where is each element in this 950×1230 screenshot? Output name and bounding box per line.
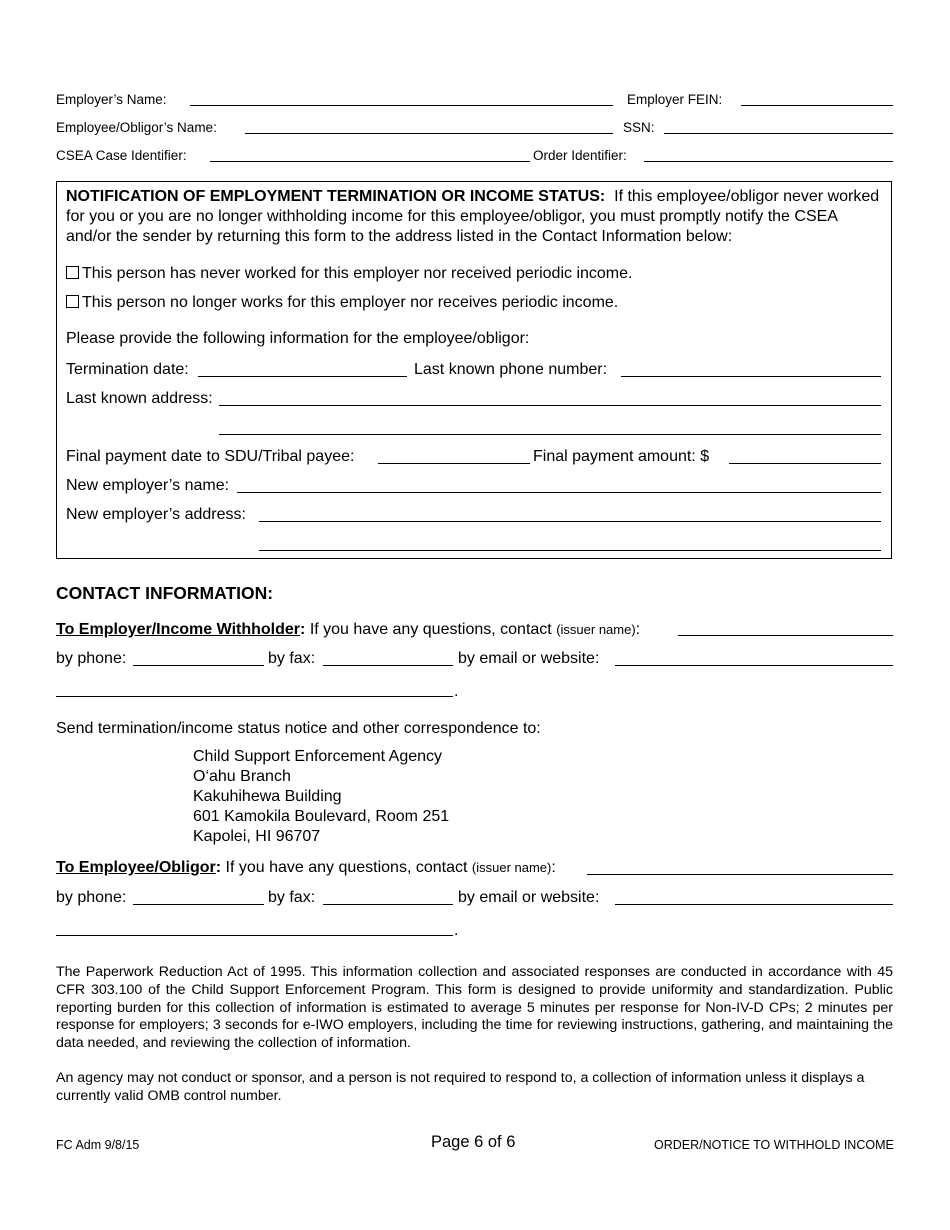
- employee-contact-line: To Employee/Obligor: If you have any questions, contact (issuer name):: [56, 859, 556, 876]
- last-phone-field[interactable]: [621, 362, 881, 377]
- employee-name-label: Employee/Obligor’s Name:: [56, 120, 217, 135]
- page-number: Page 6 of 6: [431, 1133, 516, 1151]
- checkbox-no-longer-works[interactable]: [66, 295, 79, 308]
- termination-date-field[interactable]: [198, 362, 407, 377]
- contact-heading: CONTACT INFORMATION:: [56, 583, 274, 603]
- employer-fax-field[interactable]: [323, 651, 453, 666]
- employer-contact-label: To Employer/Income Withholder: [56, 621, 301, 638]
- ssn-field[interactable]: [664, 119, 893, 134]
- termination-date-label: Termination date:: [66, 361, 189, 378]
- employee-phone-field[interactable]: [133, 890, 264, 905]
- ssn-label: SSN:: [623, 120, 655, 135]
- order-id-field[interactable]: [644, 147, 893, 162]
- new-employer-name-label: New employer’s name:: [66, 477, 230, 494]
- employer-fein-label: Employer FEIN:: [627, 92, 723, 107]
- final-payment-date-field[interactable]: [378, 449, 530, 464]
- send-to-text: Send termination/income status notice and other correspondence to:: [56, 720, 541, 737]
- checkbox-no-longer-works-label: This person no longer works for this employer nor receives periodic income.: [82, 294, 619, 311]
- employer-contact-line: To Employer/Income Withholder: If you have any questions, contact (issuer name):: [56, 621, 641, 638]
- period: .: [454, 683, 459, 700]
- employer-name-label: Employer’s Name:: [56, 92, 167, 107]
- employer-issuer-name: (issuer name): [556, 622, 636, 637]
- checkbox-never-worked[interactable]: [66, 266, 79, 279]
- instruction-text: Please provide the following information for the employee/obligor:: [66, 330, 530, 347]
- new-employer-address-label: New employer’s address:: [66, 506, 246, 523]
- employer-issuer-field[interactable]: [678, 621, 893, 636]
- period: .: [454, 922, 459, 939]
- address-line: Kakuhihewa Building: [193, 788, 342, 805]
- csea-case-label: CSEA Case Identifier:: [56, 148, 187, 163]
- new-employer-address-field-1[interactable]: [259, 507, 881, 522]
- last-address-label: Last known address:: [66, 390, 213, 407]
- employee-email-label: by email or website:: [458, 889, 600, 906]
- employer-fax-label: by fax:: [268, 650, 316, 667]
- new-employer-address-field-2[interactable]: [259, 536, 881, 551]
- notification-body: If this employee/obligor never worked for you or you are no longer withholding income for this employee/obligor, you must promptly notify the CSEA and/or the sender by returning this form to the address listed in the Contact Information below:: [66, 188, 880, 245]
- csea-case-field[interactable]: [210, 147, 530, 162]
- last-address-field-2[interactable]: [219, 420, 881, 435]
- last-address-field-1[interactable]: [219, 391, 881, 406]
- new-employer-name-field[interactable]: [237, 478, 881, 493]
- employee-name-field[interactable]: [245, 119, 613, 134]
- employer-contact-text: If you have any questions, contact: [309, 621, 552, 638]
- final-payment-amount-label: Final payment amount: $: [533, 448, 710, 465]
- employee-fax-label: by fax:: [268, 889, 316, 906]
- employee-contact-label: To Employee/Obligor: [56, 859, 216, 876]
- employee-fax-field[interactable]: [323, 890, 453, 905]
- checkbox-never-worked-label: This person has never worked for this employer nor received periodic income.: [82, 265, 633, 282]
- employer-phone-label: by phone:: [56, 650, 127, 667]
- checkbox-row-never-worked[interactable]: [66, 265, 632, 283]
- form-id: FC Adm 9/8/15: [56, 1138, 140, 1152]
- employer-email-label: by email or website:: [458, 650, 600, 667]
- employee-email-field-cont[interactable]: [56, 921, 453, 936]
- address-line: 601 Kamokila Boulevard, Room 251: [193, 808, 450, 825]
- employee-issuer-field[interactable]: [587, 860, 893, 875]
- employer-phone-field[interactable]: [133, 651, 264, 666]
- employer-email-field[interactable]: [615, 651, 893, 666]
- employee-contact-text: If you have any questions, contact: [225, 859, 468, 876]
- form-title: ORDER/NOTICE TO WITHHOLD INCOME: [654, 1138, 894, 1152]
- agency-address: [193, 747, 449, 847]
- address-line: Child Support Enforcement Agency: [193, 748, 443, 765]
- employee-email-field[interactable]: [615, 890, 893, 905]
- employee-issuer-name: (issuer name): [471, 860, 552, 875]
- address-line: Kapolei, HI 96707: [193, 828, 321, 845]
- omb-notice: An agency may not conduct or sponsor, and a person is not required to respond to, a collection of information unless it displays a currently valid OMB control number.: [56, 1070, 865, 1104]
- employer-email-field-cont[interactable]: [56, 682, 453, 697]
- notification-heading: NOTIFICATION OF EMPLOYMENT TERMINATION OR INCOME STATUS:: [66, 188, 606, 205]
- paperwork-reduction-act: The Paperwork Reduction Act of 1995. This information collection and associated responses are conducted in accordance with 45 CFR 303.100 of the Child Support Enforcement Program. This form is designed to provide uniformity and standardization. Public reporting burden for this collection of information is estimated to average 5 minutes per response for Non-IV-D CPs; 2 minutes per response for employers; 3 seconds for e-IWO employers, including the time for reviewing instructions, gathering, and maintaining the data needed, and reviewing the collection of information.: [56, 964, 893, 1052]
- checkbox-row-no-longer-works[interactable]: [66, 294, 618, 312]
- address-line: O‘ahu Branch: [193, 768, 291, 785]
- employee-phone-label: by phone:: [56, 889, 127, 906]
- notification-paragraph: [66, 187, 884, 247]
- employer-name-field[interactable]: [190, 91, 613, 106]
- last-phone-label: Last known phone number:: [414, 361, 608, 378]
- final-payment-date-label: Final payment date to SDU/Tribal payee:: [66, 448, 355, 465]
- order-id-label: Order Identifier:: [533, 148, 627, 163]
- final-payment-amount-field[interactable]: [729, 449, 881, 464]
- employer-fein-field[interactable]: [741, 91, 893, 106]
